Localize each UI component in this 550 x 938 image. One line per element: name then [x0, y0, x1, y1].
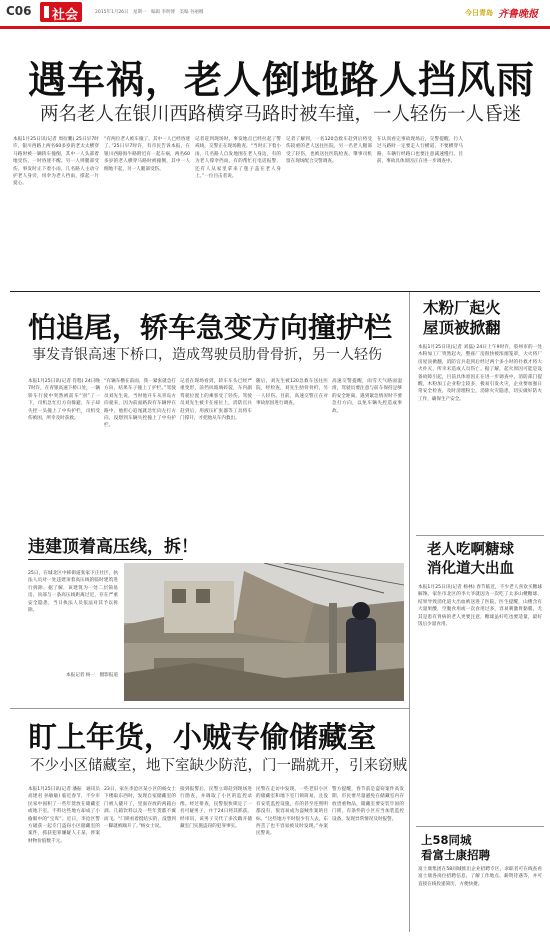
article4-col3: 接到报警后，民警立即赶到现场进行勘查，并调取了小区的监控录像。经过排查，民警很快锁定了一名可疑男子，并于24日将其抓获。经审讯，该男子交代了多次踹开储藏室门实施盗窃的犯罪事实。 — [180, 787, 252, 830]
article4-col4: 民警在走访中发现，一些老旧小区的储藏室和地下室门锁简易，且没有安装监控设施，有的甚至连照明都没有，很容易成为盗贼作案的目标。“这些地方平时很少有人去，东西丢了也不容易被及时发现。”办案民警说。 — [256, 787, 328, 837]
article4-headline: 盯上年货，小贼专偷储藏室 — [28, 720, 377, 754]
section-badge — [40, 2, 82, 22]
section-title: 社会 — [52, 8, 79, 23]
page-header — [0, 0, 550, 32]
article4-subheadline: 不少小区储藏室，地下室缺少防范，门一踹就开，引来窃贼 — [30, 758, 407, 774]
section-divider-2 — [10, 708, 410, 709]
newspaper-logo: 齐鲁晚报 — [498, 9, 538, 20]
article2-subheadline: 事发青银高速下桥口，造成驾驶员肋骨骨折，另一人轻伤 — [32, 347, 382, 363]
sidebar-divider-2 — [416, 826, 544, 827]
article2-col1: 本报1月25日讯(记者 肖程) 24日晚7时许，在青银高速下桥口处，一辆轿车行驶中突然被前车“别”了一下，司机急忙打方向躲避，车子却失控一头撞上了中央护栏，司机受伤被困，所幸及时获救。 — [28, 379, 100, 422]
section-divider — [10, 291, 540, 292]
header-meta: 2015年1月26日 星期一 编辑 李明博 美编 谷丽娜 — [95, 10, 204, 15]
sidebar1-body: 本报1月25日讯(记者 刘磊) 24日上午9时许，胶州市的一处木粉加工厂突然起火，整座厂房很快被浓烟笼罩，大火将厂房屋顶掀翻，消防官兵赶到后经过两个多小时的扑救才将大火扑灭，所幸未造成人员伤亡。据了解，起火原因可能是设备故障引起，目前具体原因正在进一步调查中。消防部门提醒，木粉加工企业粉尘较多，极易引发火灾，企业要加强日常安全检查，及时清理粉尘，消除火灾隐患，切实做好防火工作，确保生产安全。 — [418, 345, 542, 402]
article1-subheadline: 两名老人在银川西路横穿马路时被车撞，一人轻伤一人昏迷 — [40, 104, 522, 125]
article2-col3: 记者在现场看到，轿车车头已经严重变形，前挡风玻璃碎裂，车内副驾驶位置上的乘客受了轻伤。驾驶员刘先生被卡在座位上，消防官兵赶到后，用液压扩张器等工具将车门撑开，才把他从车内救出。 — [180, 379, 252, 422]
article3-headline-underline — [28, 559, 183, 560]
article3-body: 25日，在城北区中韩街道张家下庄社区，执法人员对一处违建顶着高压线的临时建筑进行拆除。据了解，该建筑为一处二层简易房，顶部与一条高压线距离过近，存在严重安全隐患，当日执法人员依法对其予以拆除。 — [28, 571, 118, 614]
article2-col4: 随后，刘先生被120急救车送往医院，经检查，刘先生肋骨骨折，另一人轻伤。目前，高速交警正在对事故原因进行调查。 — [256, 379, 328, 407]
article3-headline-text: 违建顶着高压线，拆！ — [28, 537, 198, 557]
article1-col2: “有两位老人被车撞了，其中一人已经昏迷了。”25日早7时许，有市民告诉本报，在银川西路海牛路附近有一起车祸，两名60多岁的老人横穿马路时被撞倒，其中一人倒地不起，另一人腿部受伤。 — [104, 137, 190, 172]
article4-col1: 本报1月25日讯(记者 潘振 通讯员 高建君 孙敏敏) 临近春节，不少市民家中囤积了一些年货放在储藏室或地下室。不料这些地方却成了小偷眼中的“宝库”。近日，李沧区警方破获一起专门盗窃小区储藏室的案件，抓获犯罪嫌疑人王某，涉案财物价值数千元。 — [28, 787, 100, 844]
article3-byline: 本报记者 杨一 摄影报道 — [66, 673, 118, 678]
sidebar1-headline: 木粉厂起火 屋顶被掀翻 — [423, 299, 501, 337]
section-mark-icon — [44, 6, 49, 18]
sidebar-rule — [409, 292, 410, 932]
sidebar2-headline: 老人吃啊糖球 消化道大出血 — [427, 542, 514, 577]
article4-col5: 警方提醒，春节前是盗窃案件高发期，市民要尽量避免在储藏室内存放贵重物品，储藏室要安装牢固的门锁，有条件的小区应当加装监控设备，发现异常情况及时报警。 — [332, 787, 404, 822]
sidebar-divider-1 — [416, 535, 544, 536]
sidebar3-headline: 上58同城 看富士康招聘 — [421, 833, 490, 862]
article1-col4: 记者了解到，一名120急救车赶到后将受伤较重的老人送往医院，另一名老人腿部受了轻伤，也被送往医院检查。肇事司机留在现场配合交警调查。 — [286, 137, 372, 165]
sidebar2-body: 本报1月25日讯(记者 杨林) 春节临近，不少老人喜欢买糖球解馋。家住市北区的李大爷就因为一次吃了太多山楂糖球，结果导致消化道大出血被送进了医院。医生提醒，山楂含有大量果酸，空腹食用或一次食用过多，容易刺激胃黏膜，尤其是患有胃病的老人更要注意，糖球虽好吃也要适量，最好饭后少量食用。 — [418, 585, 542, 628]
paper-name: 今日青岛 — [465, 9, 493, 17]
header-rule — [0, 26, 550, 29]
article3-headline — [28, 536, 198, 558]
sidebar3-body: 富士康集团在58同城推出企业招聘专区，求职者可在线查看富士康各岗位招聘信息，了解工作地点、薪资待遇等，并可直接在线投递简历，方便快捷。 — [418, 867, 542, 887]
article1-headline: 遇车祸，老人倒地路人挡风雨 — [28, 58, 536, 102]
article2-headline: 怕追尾，轿车急变方向撞护栏 — [28, 311, 393, 344]
demolition-scene-icon — [124, 563, 404, 701]
page-number: C06 — [6, 4, 32, 18]
demolition-photo — [124, 563, 404, 701]
article2-col2: “有辆车横在前面，我一紧张就急打方向，结果车子撞上了护栏。”驾驶员刘先生说，当时他开车从青岛方向驶来，因为前面路段有车辆停在路中，他担心追尾就急忙向左打方向，没想到车辆失控撞上了中央护栏。 — [104, 379, 176, 429]
article1-col5: 在认真看完事故现场后，交警提醒，行人过马路时一定要走人行横道，不要横穿马路，车辆行经路口也要注意减速慢行。目前，事故具体原因正在进一步调查中。 — [377, 137, 463, 165]
article2-col5: 高速交警提醒，雨雪天气路面湿滑，驾驶员要注意与前车保持足够的安全距离，遇到紧急情况时不要急打方向，以免车辆失控造成事故。 — [332, 379, 402, 414]
article1-col1: 本报1月25日讯(记者 周衍鹏) 25日早7时许，银川西路上两名60多岁的老太太横穿马路时被一辆轿车撞倒，其中一人头部着地受伤，一时昏迷不醒。另一人则腿部受伤。事发时正下着小雨，几名路人主动守护老人身旁，用伞为老人挡雨，撑起一片爱心。 — [13, 137, 99, 187]
article1-col3: 记者赶到现场时，事发地点已经拉起了警戒线，交警正在现场勘查。“当时正下着小雨，几名路人自发地围在老人身边，有的为老人撑伞挡雨，有的帮忙打电话报警，还有人从家里拿来了毯子盖在老人身上。”一位目击者说。 — [195, 137, 281, 180]
article4-col2: 23日，家住李沧区某小区的杨女士下楼取东西时，发现自家储藏室的门被人撬开了，里面存放的两箱白酒、几箱饮料以及一些年货都不翼而飞。“门锁看着挺结实的，没想到一脚就被踹开了。”杨女士说。 — [104, 787, 176, 830]
